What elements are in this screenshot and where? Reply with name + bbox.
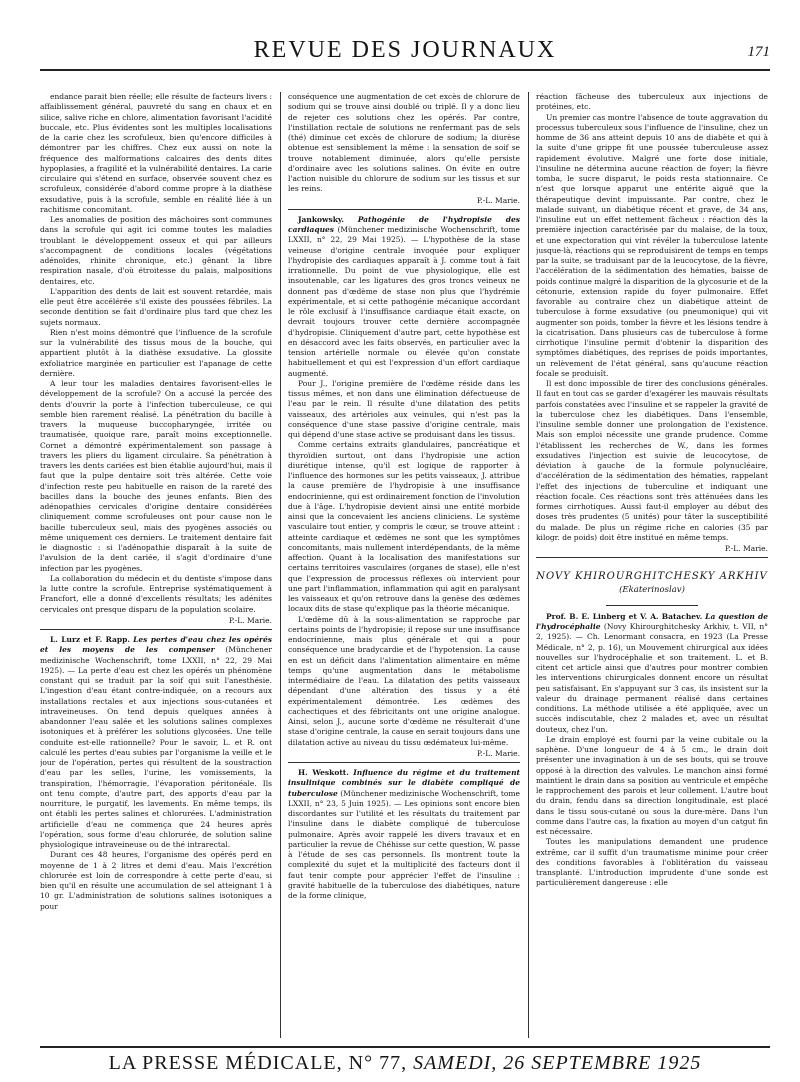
article-author: Jankowsky. — [298, 214, 345, 224]
article-author: H. Weskott. — [298, 768, 349, 777]
article-text: — Ch. Lenormant consacra, en 1923 (La Presse Médicale, n° 2, p. 16), un Mouvement chirurgical aux idées nouvelles sur l'hydrocéphalie et son traitement. L. et B. citent cet article ainsi que d'autres pour montrer combien les interventions chirurgicales donnent encore un résultat peu satisfaisant. En s'appuyant sur 3 cas, ils insistent sur la valeur du drainage permanent réalisé dans certaines conditions. La méthode utilisée a été appliquée, avec un succès indiscutable, chez 2 malades et, avec un résultat douteux, chez l'un. — [536, 632, 768, 734]
article-jankowsky — [288, 215, 520, 759]
footer-date: SAMEDI, 26 SEPTEMBRE 1925 — [413, 1052, 702, 1074]
paragraph: Toutes les manipulations demandent une prudence extrême, car il suffit d'un traumatisme minime pour créer des conditions favorables à l'oblitération du vaisseau transplanté. L'introduction imprudente d'une sonde est particulièrement dangereuse : elle — [536, 837, 768, 888]
article-author: Prof. B. E. Linberg et V. A. Batachev. — [546, 611, 703, 621]
article-signature: P.-L. Marie. — [476, 195, 520, 205]
journal-section-city: (Ekaterinoslav) — [619, 584, 685, 595]
paragraph: Comme certains extraits glandulaires, pancréatique et thyroïdien surtout, ont dans l'hydropisie une action diurétique intense, qu'il est logique de rapporter à l'influence des hormones sur les petits vaisseaux, J. attribue la cause première de l'hydropisie à une insuffisance endocrinienne, qui est ordinairement fonction de l'involution due à l'âge. L'hydropisie devient ainsi une entité morbide ainsi que la concevaient les anciens cliniciens. Le système vasculaire tout entier, y compris le cœur, se trouve atteint : atteinte cardiaque et œdèmes ne sont que les symptômes concomitants, mais nullement interdépendants, de la même affection. Quant à la localisation des manifestations sur certains territoires vasculaires (organes de stase), elle n'est que l'expression de processus réflexes où intervient pour une part l'inflammation, inflammation qui agit en paralysant les vaisseaux et qu'on retrouve dans la genèse des œdèmes locaux dits de stase qu'explique pas la théorie mécanique. — [288, 440, 520, 614]
paragraph: A leur tour les maladies dentaires favorisent-elles le développement de la scrofule? On a accusé la percée des dents d'ouvrir la porte à l'infection tuberculeuse, ce qui semble bien rarement réalisé. La pénétration du bacille à travers la muqueuse buccopharyngée, irritée ou traumatisée, quoique rare, paraît moins exceptionnelle. Cornet a démontré expérimentalement son passage à travers les pliers du ligament circulaire. Sa pénétration à travers les dents cariées est bien établie aujourd'hui, mais il faut que la pulpe dentaire soit très altérée. Cette voie d'infection reste peu habituelle en raison de la rareté des bacilles dans la bouche des jeunes enfants. Bien des adénopathies cervicales d'origine dentaire considérées cliniquement comme scrofuleuses ont pour cause non le bacille tuberculeux seul, mais des pyogènes associés ou même uniquement ces derniers. Le traitement dentaire fait le diagnostic : si l'adénopathie disparaît à la suite de l'avulsion de la dent cariée, il s'agit d'ordinaire d'une infection par les pyogènes. — [40, 379, 272, 573]
article-source: (Münchener medizinische Wochenschrift, tome LXXII, n° 22, 29 Mai 1925). — [40, 645, 272, 675]
page-number: 171 — [747, 44, 770, 60]
article-separator — [40, 629, 272, 630]
header-rule — [40, 69, 770, 71]
article-text: — La perte d'eau est chez les opérés un phénomène constant qui se traduit par la soif qui suit l'anesthésie. L'ingestion d'eau étant contre-indiquée, on a recours aux installations rectales et aux injections sous-cutanées et intraveineuses. On tend depuis quelques années à abandonner l'eau salée et les solutions salines complexes isotoniques et à préférer les solutions glycosées. Une telle conduite est-elle rationnelle? Pour le savoir, L. et R. ont calculé les pertes d'eau subies par l'organisme la veille et le jour de l'opération, pertes qui résultent de la soustraction d'eau par les selles, l'urine, les vomissements, la transpiration, l'hémorragie, l'évaporation péritonéale. Ils ont tenu compte, d'autre part, des apports d'eau par la nourriture, le purgatif, les lavements. En même temps, ils ont établi les pertes salines et chlorurées. L'administration artificielle d'eau ne commença que 24 heures après l'opération, sous forme d'eau chlorurée, de solution saline physiologique intraveineuse ou de thé intrarectal. — [40, 665, 272, 849]
article-lurz-rapp — [40, 635, 272, 912]
column-left — [40, 92, 272, 1038]
paragraph: Les anomalies de position des mâchoires sont communes dans la scrofule qui agit ici comme toutes les maladies troublant le développement osseux et qui par ailleurs s'accompagnent de conditions locales (végétations adénoïdes, rhinite chronique, etc.) gênant la libre respiration nasale, d'où étroitesse du palais, malpositions dentaires, etc. — [40, 215, 272, 286]
paragraph: Durant ces 48 heures, l'organisme des opérés perd en moyenne de 1 à 2 litres et demi d'eau. Mais l'excrétion chlorurée est loin de correspondre à cette perte d'eau, si bien qu'il en résulte une accumulation de sel atteignant 1 à 10 gr. L'administration de solutions salines isotoniques a pour — [40, 850, 272, 911]
paragraph: L'apparition des dents de lait est souvent retardée, mais elle peut être accélérée s'il existe des poussées fébriles. La seconde dentition se fait d'ordinaire plus tard que chez les sujets normaux. — [40, 286, 272, 327]
column-right — [536, 92, 768, 1038]
paragraph: Pour J., l'origine première de l'œdème réside dans les tissus mêmes, et non dans une élimination défectueuse de l'eau par le rein. Il résulte d'une dilatation des petits vaisseaux, des artérioles aux veinules, qui n'est pas la conséquence d'une stase passive d'origine centrale, mais qui dépend d'une stase active se produisant dans les tissus. — [288, 378, 520, 439]
article-lead — [536, 612, 768, 735]
article-scrofule-dental — [40, 92, 272, 626]
article-source: (Münchener medizinische Wochenschrift, tome LXXII, n° 22, 29 Mai 1925). — [288, 225, 520, 245]
article-separator — [536, 557, 768, 558]
paragraph: La collaboration du médecin et du dentiste s'impose dans la lutte contre la scrofule. Entreprise systématiquement à Francfort, elle a donné d'excellents résultats; les adénites cervicales ont presque disparu de la population scolaire. — [40, 573, 272, 614]
paragraph: endance parait bien réelle; elle résulte de facteurs livers : affaiblissement général, pauvreté du sang en chaux et en silice, salive riche en chlore, alimentation favorisant l'acidité buccale, etc. Plus évidentes sont les multiples localisations de la carie chez les scrofuleux, bien qu'encore difficiles à démontrer par les chiffres. Chez eux aussi on note la fréquence des malformations calcaires des dents dites hypoplasies, a fragilité et la vulnérabilité dentaires. La carie circulaire qui s'étend en surface, observée souvent chez es scrofuleux, considérée d'abord comme propre à la diathèse exsudative, puis à la scrofule, semble en réalité liée à un rachitisme concomitant. — [40, 92, 272, 214]
article-lurz-rapp-continued — [288, 92, 520, 206]
column-divider — [280, 92, 281, 1038]
article-linberg-batachev — [536, 612, 768, 889]
footer-journal: LA PRESSE MÉDICALE, — [108, 1052, 343, 1074]
article-lead — [40, 635, 272, 850]
article-columns — [40, 92, 770, 1038]
paragraph: réaction fâcheuse des tuberculeux aux injections de protéines, etc. — [536, 92, 768, 112]
article-lead — [288, 215, 520, 379]
paragraph: conséquence une augmentation de cet excès de chlorure de sodium qui se trouve ainsi doublé ou triplé. Il y a donc lieu de rejeter ces solutions chez les opérés. Par contre, l'instillation rectale de solutions ne renfermant pas de sels (thé) diminue cet excès de chlorure de sodium; la diurèse obtenue est sensiblement la même : la sensation de soif se trouve notablement diminuée, alors qu'elle persiste d'ordinaire avec les solutions salines. On évite en outre l'action nuisible du chlorure de sodium sur les tissus et sur les reins. — [288, 92, 520, 194]
article-separator — [288, 209, 520, 210]
article-title: Les pertes d'eau chez les opérés et les moyens de les compenser — [40, 635, 272, 655]
paragraph: Rien n'est moins démontré que l'influence de la scrofule sur la vulnérabilité des tissus mous de la bouche, qui appartient plutôt à la diathèse exsudative. La glossite exfoliatrice marginée en particulier est l'apanage de cette dernière. — [40, 327, 272, 378]
journal-section-title: NOVY KHIROURGHITCHESKY ARKHIV — [536, 571, 768, 583]
paragraph: Un premier cas montre l'absence de toute aggravation du processus tuberculeux sous l'influence de l'insuline, chez un homme de 36 ans atteint depuis 10 ans de diabète et qui à la suite d'une grippe fit une poussée tuberculeuse assez rapidement évolutive. Malgré une forte dose initiale, l'insuline ne détermina aucune réaction de foyer; la fièvre tomba, le sucre disparut, le poids resta stationnaire. Ce n'est que lorsque apparut une entérite aiguë que la thérapeutique devint impuissante. Par contre, chez le malade suivant, un diabétique récent et grave, de 34 ans, l'insuline eut un effet nettement fâcheux : réaction dès la première injection caractérisée par du malaise, de la toux, et une expectoration qui vint révéler la tuberculose latente jusque-là, réactions qui se reproduisirent de temps en temps par la suite, se traduisant par de la leucocytose, de la fièvre, l'accélération de la sédimentation des hématies, baisse de poids continue malgré la disparition de la glycosurie et de la cétonurie, extension rapide du foyer pulmonaire. Effet favorable au contraire chez un diabétique atteint de tuberculose à forme exsudative (ou pneumonique) qui vit augmenter son poids, tomber la fièvre et les lésions tendre à la cicatrisation. Dans plusieurs cas de tuberculose à forme cirrhotique l'insuline permit d'obtenir la disparition des symptômes diabétiques, des reprises de poids importantes, un relèvement de l'état général, sans qu'aucune réaction focale se produisît. — [536, 112, 768, 378]
article-source: (Novy Khirourghitchesky Arkhiv, t. VII, n° 2, 1925). — [536, 622, 768, 642]
article-title: La question de l'hydrocéphalie — [536, 611, 768, 631]
footer-rule — [40, 1046, 770, 1048]
article-signature: P.-L. Marie. — [476, 748, 520, 758]
article-signature: P.-L. Marie. — [724, 544, 768, 553]
column-middle — [288, 92, 520, 1038]
article-separator — [288, 762, 520, 763]
paragraph: L'œdème dû à la sous-alimentation se rapproche par certains points de l'hydropisie; il repose sur une insuffisance endocrinienne, mais plus générale et qui a pour conséquence une bradycardie et de l'hypotension. La cause en est un déficit dans l'alimentation alimentaire en même temps qu'une augmentation dans le métabolisme intermédiaire de l'eau. La dilatation des petits vaisseaux dépendant d'une altération des tissus y a été expérimentalement démontrée. Les œdèmes des cachectiques et des fébricitants ont une origine analogue. Ainsi, selon J., aucune sorte d'œdème ne résulterait d'une stase d'origine centrale, la cause en serait toujours dans une dilatation active au niveau du tissu œdémateux lui-même. — [288, 614, 520, 747]
page-title: REVUE DES JOURNAUX — [253, 37, 557, 63]
column-divider — [528, 92, 529, 1038]
article-weskott — [288, 768, 520, 901]
article-title: Influence du régime et du traitement insulinique combinés sur le diabète compliqué de tuberculose — [288, 768, 520, 798]
article-title: Pathogénie de l'hydropisie des cardiaques — [288, 214, 520, 234]
article-lead — [288, 768, 520, 901]
page-header — [40, 33, 770, 73]
article-signature: P.-L. Marie. — [228, 615, 272, 625]
footer-issue: N° 77, — [348, 1052, 408, 1074]
article-weskott-continued — [536, 92, 768, 554]
paragraph: Il est donc impossible de tirer des conclusions générales. Il faut en tout cas se garder d'exagérer les mauvais résultats parfois constatées avec l'insuline et se rappeler la gravité de la tuberculose chez les diabétiques. Dans l'ensemble, l'insuline semble donner une prolongation de l'existence. Mais son emploi nécessite une grande prudence. Comme l'établissent les recherches de W., dans les formes exsudatives l'injection est suivie de leucocytose, de déviation à gauche de la formule polynucléaire, d'accélération de la sédimentation des hématies, rappelant l'effet des injections de tuberculine et indiquant une réaction focale. Ces réactions sont très atténuées dans les formes cirrhotiques. Aussi faut-il employer au début des doses très prudentes (5 unités) pour tâter la susceptibilité du malade. De plus un régime riche en calories (35 par kilogr. de poids) doit être institué en même temps. — [536, 379, 768, 542]
article-text: — L'hypothèse de la stase veineuse d'origine centrale invoquée pour expliquer l'hydropisie des cardiaques apparaît à J. comme tout à fait irrationnelle. Du point de vue physiologique, elle est insoutenable, car les ligatures des gros troncs veineux ne donnent pas d'œdème de stase non plus que l'hydrémie expérimentale, et si cette pathogénie mécanique accordant le rôle exclusif à l'insuffisance cardiaque était exacte, on devrait toujours trouver cette dernière accompagnée d'hydropisie. Cliniquement d'autre part, cette hypothèse est en désaccord avec les faits observés, en particulier avec la tension artérielle normale ou élevée qu'on constate habituellement et qui est l'expression d'un effort cardiaque augmenté. — [288, 235, 520, 378]
article-text: — Les opinions sont encore bien discordantes sur l'utilité et les résultats du traitement par l'insuline dans le diabète compliqué de tuberculose pulmonaire. Après avoir rappelé les divers travaux et en particulier la revue de Chéhisse sur cette question, W. passe à l'étude de ses cas personnels. Ils montrent toute la complexité du sujet et la multiplicité des facteurs dont il faut tenir compte pour apprécier l'effet de l'insuline : gravité habituelle de la tuberculose des diabétiques, nature de la forme clinique, — [288, 798, 520, 900]
article-author: L. Lurz et F. Rapp. — [50, 635, 130, 644]
section-separator — [606, 605, 699, 606]
page-footer — [40, 1052, 770, 1075]
article-source: (Münchener medizinische Wochenschrift, tome LXXII, n° 23, 5 Juin 1925). — [288, 788, 520, 808]
paragraph: Le drain employé est fourni par la veine cubitale ou la saphène. D'une longueur de 4 à 5 cm., le drain doit présenter une invagination à un de ses bouts, qui se trouve opposé à la direction des valvules. Le manchon ainsi formé maintient le drain dans sa position au ventricule et empêche le rapprochement des parois et leur collement. L'autre bout du drain, fendu dans sa direction longitudinale, est placé dans le tissu sous-cutané ou sous la dure-mère. Dans l'un comme dans l'autre cas, la fixation au moyen d'un catgut fin est nécessaire. — [536, 734, 768, 836]
